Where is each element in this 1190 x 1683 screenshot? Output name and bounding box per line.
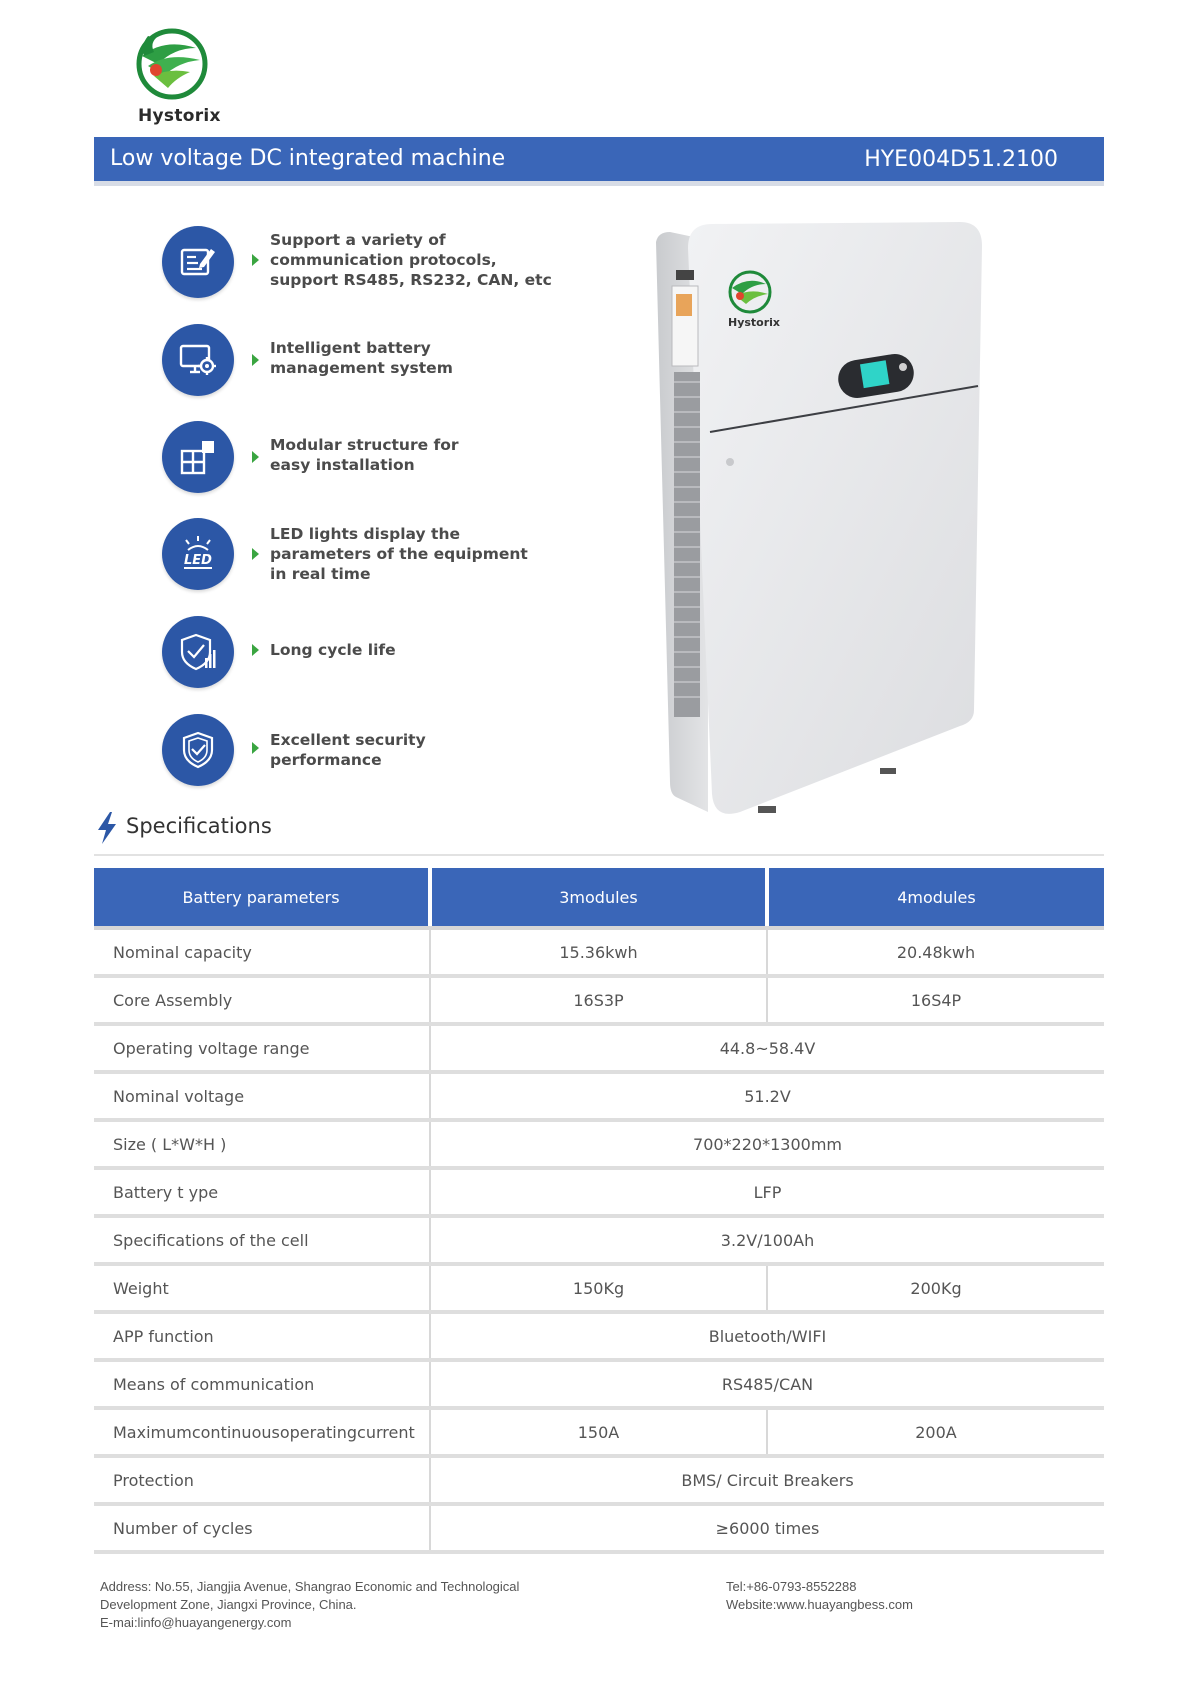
svg-text:LED: LED xyxy=(184,553,212,568)
table-row xyxy=(94,1264,1104,1312)
feature-icon-circle xyxy=(162,518,234,590)
table-row xyxy=(94,1120,1104,1168)
feature-icon-circle xyxy=(162,714,234,786)
product-brand-label: Hystorix xyxy=(728,316,781,329)
feature-icon-circle xyxy=(162,421,234,493)
table-header-row xyxy=(94,868,1104,928)
table-row xyxy=(94,1072,1104,1120)
page-title: Low voltage DC integrated machine xyxy=(110,146,506,171)
parameter-label: Size ( L*W*H ) xyxy=(94,1120,430,1168)
brand-logo-icon xyxy=(134,26,210,102)
parameter-value: ≥6000 times xyxy=(430,1504,1104,1552)
column-header: Battery parameters xyxy=(94,868,430,928)
parameter-value: 15.36kwh xyxy=(430,928,767,976)
parameter-label: Operating voltage range xyxy=(94,1024,430,1072)
parameter-value: BMS/ Circuit Breakers xyxy=(430,1456,1104,1504)
table-row xyxy=(94,1504,1104,1552)
parameter-label: Nominal capacity xyxy=(94,928,430,976)
parameter-value: 150Kg xyxy=(430,1264,767,1312)
parameter-value: RS485/CAN xyxy=(430,1360,1104,1408)
bullet-arrow-icon xyxy=(252,354,259,366)
bullet-arrow-icon xyxy=(252,451,259,463)
feature-text: LED lights display the parameters of the equipment in real time xyxy=(270,525,528,583)
feature-icon-circle xyxy=(162,226,234,298)
specifications-title: Specifications xyxy=(126,814,272,838)
column-header: 4modules xyxy=(767,868,1104,928)
email-text: E-mai:linfo@huayangenergy.com xyxy=(100,1615,292,1630)
column-header: 3modules xyxy=(430,868,767,928)
footer-contact xyxy=(726,1578,913,1614)
shield-check-icon xyxy=(178,730,218,770)
parameter-value: 200A xyxy=(767,1408,1104,1456)
parameter-value: Bluetooth/WIFI xyxy=(430,1312,1104,1360)
feature-text: Long cycle life xyxy=(270,641,396,659)
table-row xyxy=(94,1360,1104,1408)
feature-item xyxy=(162,324,682,400)
specifications-heading xyxy=(94,810,1104,856)
monitor-gear-icon xyxy=(178,340,218,380)
parameter-label: Weight xyxy=(94,1264,430,1312)
table-row xyxy=(94,1216,1104,1264)
feature-item xyxy=(162,518,682,594)
parameter-value: 20.48kwh xyxy=(767,928,1104,976)
parameter-label: Specifications of the cell xyxy=(94,1216,430,1264)
table-row xyxy=(94,1456,1104,1504)
table-row xyxy=(94,976,1104,1024)
feature-item xyxy=(162,616,682,692)
parameter-value: 44.8~58.4V xyxy=(430,1024,1104,1072)
bullet-arrow-icon xyxy=(252,254,259,266)
parameter-label: Maximumcontinuousoperatingcurrent xyxy=(94,1408,430,1456)
parameter-value: 16S3P xyxy=(430,976,767,1024)
brand-name: Hystorix xyxy=(138,106,221,126)
feature-text: Intelligent battery management system xyxy=(270,339,453,377)
parameter-label: Core Assembly xyxy=(94,976,430,1024)
footer-address xyxy=(100,1578,660,1632)
bullet-arrow-icon xyxy=(252,742,259,754)
parameter-value: 150A xyxy=(430,1408,767,1456)
parameter-value: 51.2V xyxy=(430,1072,1104,1120)
feature-text: Modular structure for easy installation xyxy=(270,436,459,474)
parameter-label: Number of cycles xyxy=(94,1504,430,1552)
bullet-arrow-icon xyxy=(252,548,259,560)
parameter-label: Nominal voltage xyxy=(94,1072,430,1120)
parameter-value: 16S4P xyxy=(767,976,1104,1024)
model-number: HYE004D51.2100 xyxy=(864,147,1058,172)
parameter-label: APP function xyxy=(94,1312,430,1360)
feature-text: Excellent security performance xyxy=(270,731,426,769)
lightning-icon xyxy=(96,812,118,844)
website-text: Website:www.huayangbess.com xyxy=(726,1597,913,1612)
address-line: Development Zone, Jiangxi Province, China. xyxy=(100,1597,357,1612)
edit-document-icon xyxy=(178,242,218,282)
parameter-value: 700*220*1300mm xyxy=(430,1120,1104,1168)
specifications-table xyxy=(94,868,1104,1554)
table-row xyxy=(94,928,1104,976)
table-row xyxy=(94,1168,1104,1216)
title-underline xyxy=(94,181,1104,186)
table-row xyxy=(94,1024,1104,1072)
shield-chart-icon xyxy=(178,632,218,672)
parameter-label: Protection xyxy=(94,1456,430,1504)
parameter-value: 200Kg xyxy=(767,1264,1104,1312)
table-row xyxy=(94,1408,1104,1456)
modules-grid-icon xyxy=(178,437,218,477)
product-image xyxy=(648,222,988,822)
title-bar xyxy=(94,137,1104,181)
feature-text: Support a variety of communication protocols, support RS485, RS232, CAN, etc xyxy=(270,231,552,289)
brand-logo xyxy=(132,26,242,126)
feature-item xyxy=(162,421,682,497)
feature-item xyxy=(162,226,682,302)
parameter-value: 3.2V/100Ah xyxy=(430,1216,1104,1264)
feature-item xyxy=(162,714,682,790)
phone-text: Tel:+86-0793-8552288 xyxy=(726,1579,857,1594)
parameter-label: Means of communication xyxy=(94,1360,430,1408)
address-line: Address: No.55, Jiangjia Avenue, Shangrao Economic and Technological xyxy=(100,1579,520,1594)
bullet-arrow-icon xyxy=(252,644,259,656)
table-row xyxy=(94,1312,1104,1360)
parameter-value: LFP xyxy=(430,1168,1104,1216)
feature-icon-circle xyxy=(162,324,234,396)
parameter-label: Battery t ype xyxy=(94,1168,430,1216)
led-icon xyxy=(178,534,218,574)
feature-icon-circle xyxy=(162,616,234,688)
